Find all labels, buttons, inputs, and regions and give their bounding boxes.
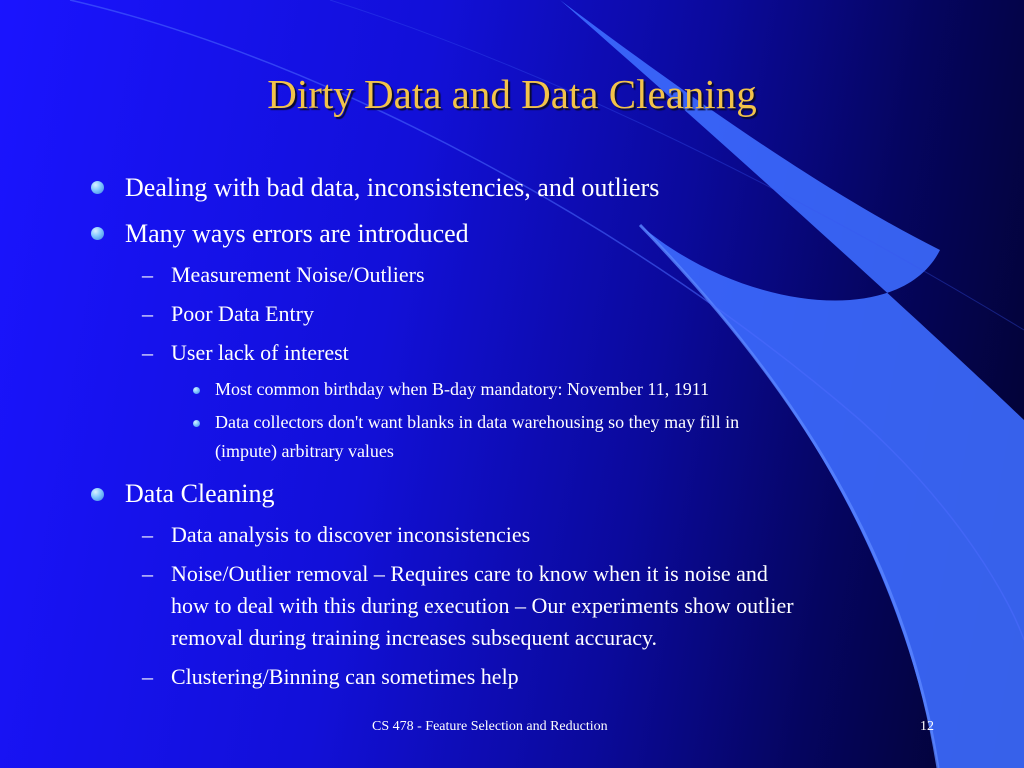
- dash-marker: –: [142, 561, 153, 586]
- sub-sub-bullet-item: Most common birthday when B-day mandatory: November 11, 1911: [215, 379, 710, 399]
- sub-sub-bullet-item: Data collectors don't want blanks in data warehousing so they may fill in: [215, 412, 740, 432]
- dash-marker: –: [142, 522, 153, 547]
- dash-marker: –: [142, 301, 153, 326]
- sub-bullet-item: Measurement Noise/Outliers: [171, 262, 425, 287]
- footer-course: CS 478 - Feature Selection and Reduction: [372, 719, 608, 734]
- sub-bullet-item: Noise/Outlier removal – Requires care to know when it is noise and: [171, 561, 768, 586]
- bullet-dot: [193, 387, 200, 394]
- bullet-dot: [91, 227, 104, 240]
- dash-marker: –: [142, 340, 153, 365]
- bullet-dot: [91, 488, 104, 501]
- sub-sub-bullet-item-continuation: (impute) arbitrary values: [215, 441, 394, 461]
- sub-bullet-item: User lack of interest: [171, 340, 349, 365]
- bullet-dot: [91, 181, 104, 194]
- sub-bullet-item-continuation: removal during training increases subsequent accuracy.: [171, 625, 658, 650]
- sub-bullet-item-continuation: how to deal with this during execution – Our experiments show outlier: [171, 593, 794, 618]
- dash-marker: –: [142, 262, 153, 287]
- bullet-item: Many ways errors are introduced: [125, 219, 469, 248]
- sub-bullet-item: Clustering/Binning can sometimes help: [171, 664, 519, 689]
- sub-bullet-item: Poor Data Entry: [171, 301, 314, 326]
- bullet-item: Data Cleaning: [125, 479, 275, 508]
- footer-page-number: 12: [920, 719, 934, 734]
- sub-bullet-item: Data analysis to discover inconsistencies: [171, 522, 531, 547]
- bullet-dot: [193, 420, 200, 427]
- slide-title: Dirty Data and Data Cleaning: [267, 71, 757, 117]
- dash-marker: –: [142, 664, 153, 689]
- bullet-item: Dealing with bad data, inconsistencies, and outliers: [125, 173, 660, 202]
